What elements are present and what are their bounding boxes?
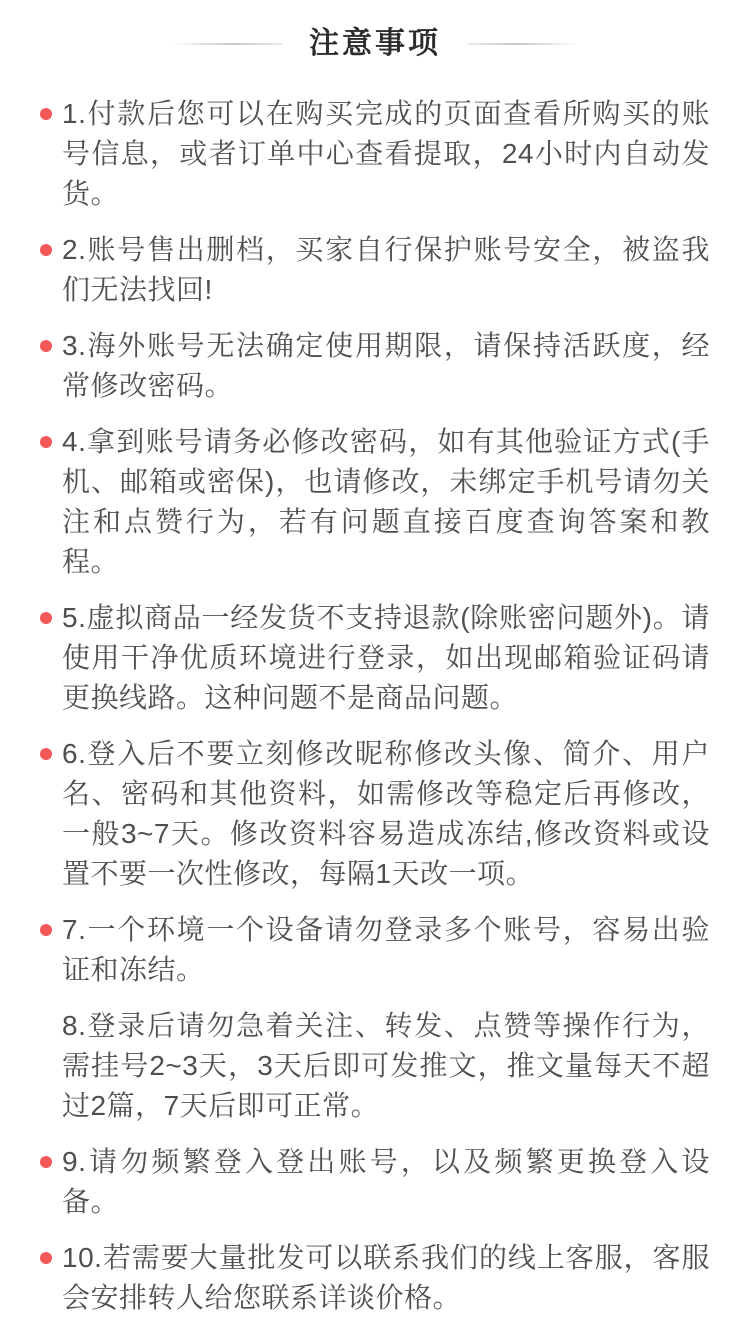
notice-list-item — [40, 734, 710, 894]
bullet-dot-icon — [40, 1252, 52, 1264]
title-divider-right-line — [467, 43, 579, 45]
notice-item-text: 9.请勿频繁登入登出账号，以及频繁更换登入设备。 — [62, 1146, 710, 1217]
notice-list-item — [40, 1238, 710, 1318]
notice-item-text: 4.拿到账号请务必修改密码，如有其他验证方式(手机、邮箱或密保)，也请修改，未绑定手机号请勿关注和点赞行为，若有问题直接百度查询答案和教程。 — [62, 426, 710, 577]
notice-list-item — [40, 1006, 710, 1126]
bullet-dot-icon — [40, 244, 52, 256]
notice-list-item — [40, 230, 710, 310]
notice-list-item — [40, 94, 710, 214]
notice-list-item — [40, 1142, 710, 1222]
bullet-dot-icon — [40, 748, 52, 760]
bullet-dot-icon — [40, 924, 52, 936]
bullet-dot-icon — [40, 612, 52, 624]
bullet-dot-icon — [40, 1156, 52, 1168]
page-title: 注意事项 — [309, 27, 441, 60]
notice-list — [40, 94, 710, 1318]
notice-item-text: 6.登入后不要立刻修改昵称修改头像、简介、用户名、密码和其他资料，如需修改等稳定后再修改，一般3~7天。修改资料容易造成冻结,修改资料或设置不要一次性修改，每隔1天改一项。 — [62, 738, 710, 889]
notice-list-item — [40, 422, 710, 582]
bullet-dot-icon — [40, 108, 52, 120]
notice-item-text: 8.登录后请勿急着关注、转发、点赞等操作行为，需挂号2~3天，3天后即可发推文，推文量每天不超过2篇，7天后即可正常。 — [62, 1010, 710, 1121]
notice-header — [40, 22, 710, 66]
notice-list-item — [40, 910, 710, 990]
notice-item-text: 10.若需要大量批发可以联系我们的线上客服，客服会安排转人给您联系详谈价格。 — [62, 1242, 710, 1313]
notice-item-text: 5.虚拟商品一经发货不支持退款(除账密问题外)。请使用干净优质环境进行登录，如出现邮箱验证码请更换线路。这种问题不是商品问题。 — [62, 602, 710, 713]
notice-list-item — [40, 326, 710, 406]
notice-item-text: 2.账号售出删档，买家自行保护账号安全，被盗我们无法找回! — [62, 234, 710, 305]
title-divider-left-line — [171, 43, 283, 45]
notice-item-text: 3.海外账号无法确定使用期限，请保持活跃度，经常修改密码。 — [62, 330, 710, 401]
notice-item-text: 1.付款后您可以在购买完成的页面查看所购买的账号信息，或者订单中心查看提取，24小时内自动发货。 — [62, 98, 710, 209]
bullet-dot-icon — [40, 436, 52, 448]
notice-list-item — [40, 598, 710, 718]
bullet-dot-icon — [40, 340, 52, 352]
notice-item-text: 7.一个环境一个设备请勿登录多个账号，容易出验证和冻结。 — [62, 914, 710, 985]
